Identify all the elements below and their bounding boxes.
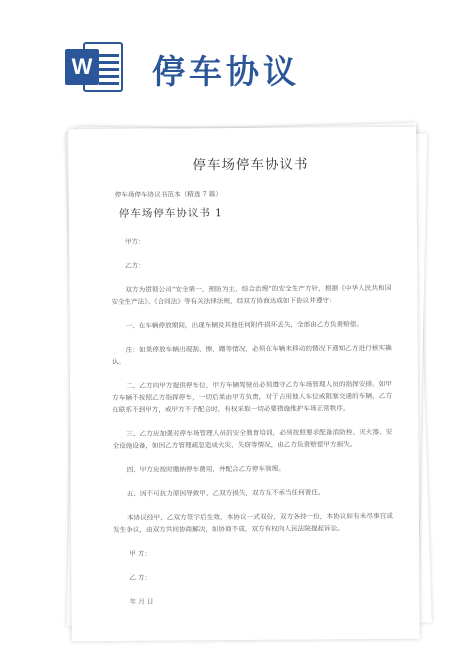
- paragraph-effect: 本协议经甲、乙双方签字后生效，本协议一式双份，双方各持一份，本协议如有未尽事宜或发生争议，由双方共同协商解决，如协商不成，双方有权向人民法院提起诉讼。: [112, 511, 393, 534]
- party-b-label: 乙方：: [125, 261, 145, 270]
- header-banner: [0, 0, 474, 125]
- signature-party-b: 乙 方：: [129, 573, 152, 582]
- signature-date: 年 月 日: [129, 597, 154, 606]
- signature-party-a: 甲 方：: [129, 549, 152, 558]
- word-letter-badge: W: [65, 49, 99, 85]
- section-heading: 停车场停车协议书 1: [118, 207, 223, 220]
- paragraph-clause-4: 四、甲方应按时缴纳停车费用，并配合乙方停车管理。: [126, 464, 285, 474]
- paragraph-clause-2: 二、乙方向甲方提供停车位，甲方车辆驾驶员必须遵守乙方车场管理人员的指挥安排。如甲方车辆不按照乙方指挥停车，一切后果由甲方负责，对于占用他人车位或阻塞交通的车辆，乙方在联系不到甲方，或甲方不予配合时，有权采取一切必要措施维护车场正常秩序。: [112, 379, 393, 414]
- document-subtitle: 停车场停车协议书范本（精选 7 篇）: [114, 190, 222, 199]
- paragraph-clause-3: 三、乙方应加强对停车场管理人员的安全教育培训，必须按照要求配备消防栓、灭火器、安全设施设备，如因乙方管理疏忽造成火灾、失窃等情况，由乙方负责赔偿甲方损失。: [112, 427, 393, 450]
- party-a-label: 甲方：: [124, 237, 145, 246]
- document-page: [68, 127, 420, 641]
- paragraph-note: 注：如果停放车辆出现刮、擦、蹭等情况，必须在车辆未移动的情况下通知乙方进行核实确认。: [111, 343, 392, 366]
- word-document-icon: [65, 42, 125, 92]
- banner-title: 停车协议: [152, 52, 300, 91]
- paragraph-clause-1: 一、在车辆停放期间，出现车辆及其他任何附件损坏丢失，全部由乙方负责赔偿。: [125, 320, 363, 330]
- document-title: 停车场停车协议书: [192, 156, 309, 174]
- paragraph-clause-5: 五、因不可抗力原因导致甲、乙双方损失，双方互不承当任何责任。: [126, 488, 325, 498]
- paragraph-intro: 双方为贯彻公司“安全第一，预防为主，综合治理”的安全生产方针，根据《中华人民共和国安全生产法》、《合同法》等有关法律法规，经双方协商达成如下协议并遵守：: [111, 283, 392, 306]
